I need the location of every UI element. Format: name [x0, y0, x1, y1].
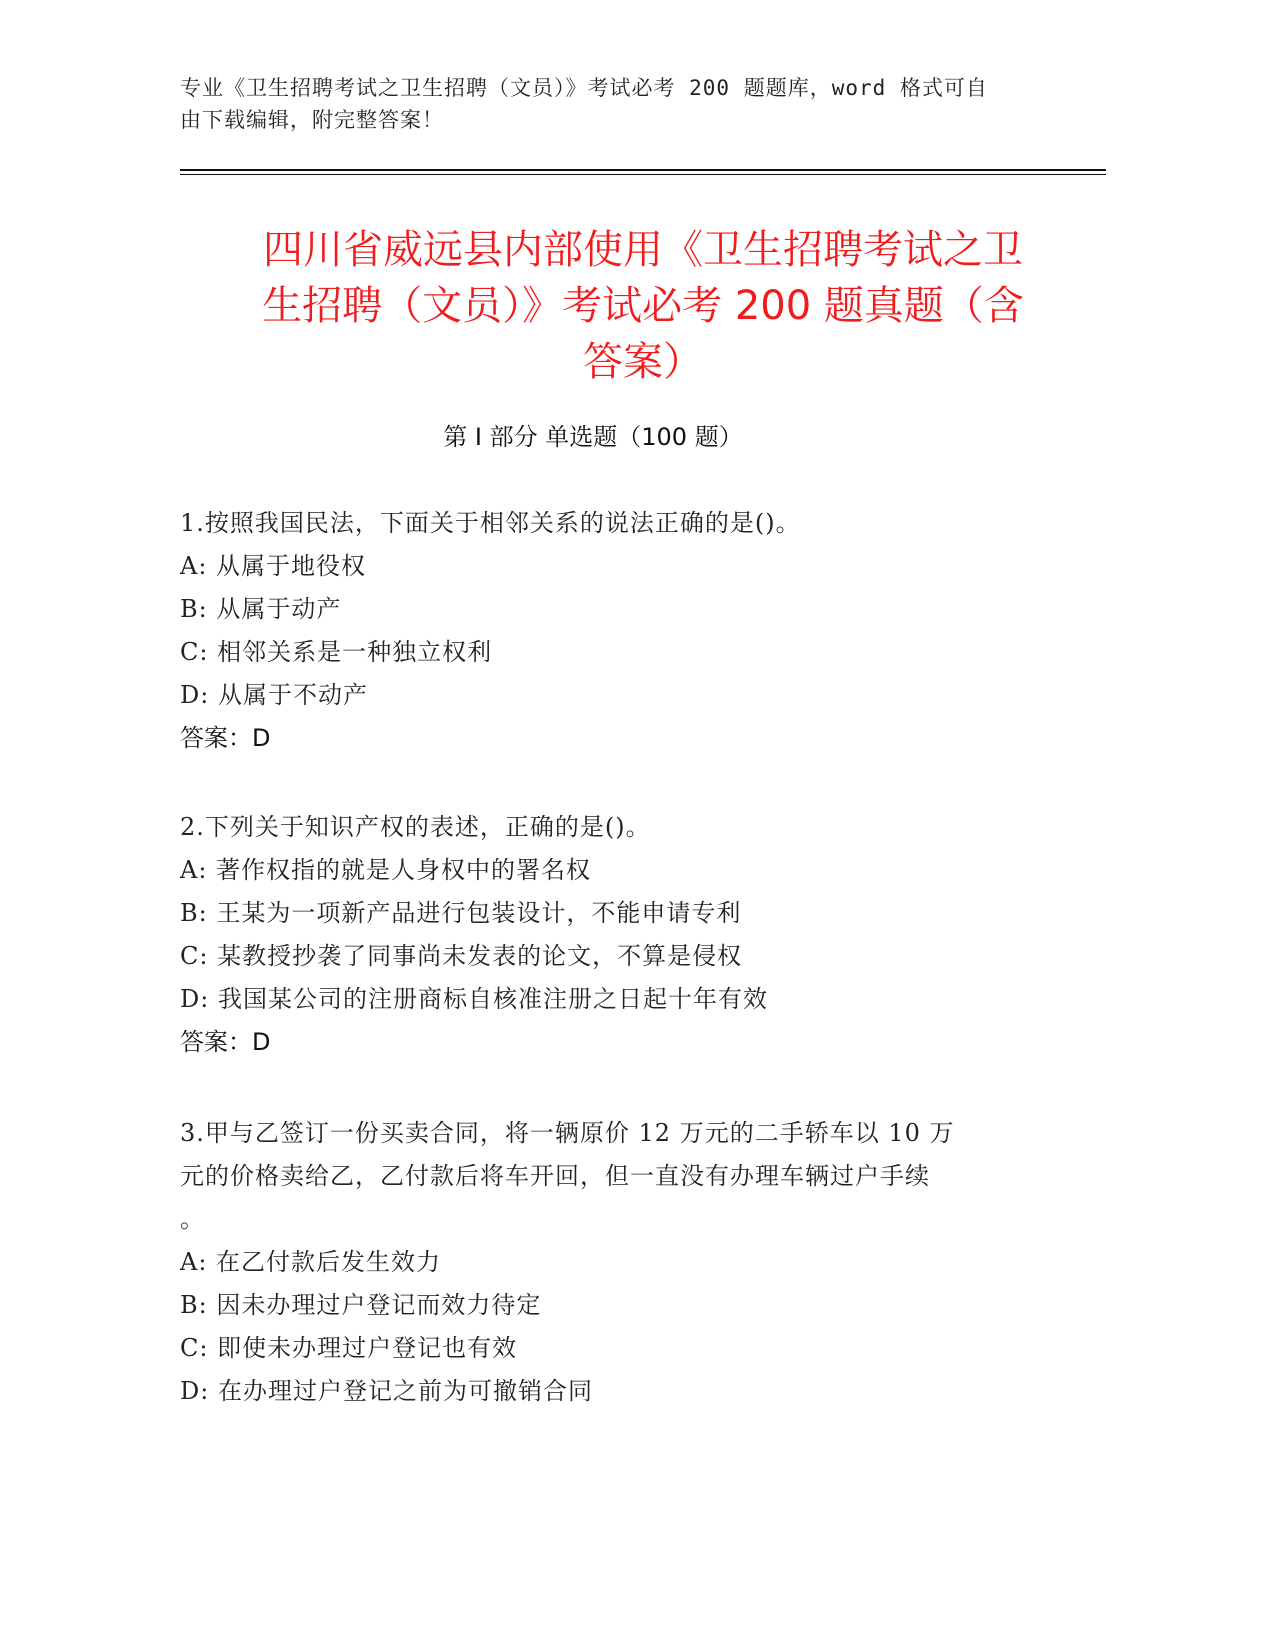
header-divider	[180, 169, 1106, 171]
question-3	[180, 1112, 1040, 1413]
intro-text	[180, 72, 1040, 136]
intro-line: 由下载编辑，附完整答案！	[180, 108, 444, 132]
option-c: C: 相邻关系是一种独立权利	[180, 638, 493, 666]
question-stem-line: 3.甲与乙签订一份买卖合同，将一辆原价 12 万元的二手轿车以 10 万	[180, 1119, 955, 1147]
question-stem-line: 。	[180, 1205, 205, 1233]
section-heading: 第 I 部分 单选题（100 题）	[443, 423, 743, 451]
question-2	[180, 806, 1040, 1064]
option-d: D: 我国某公司的注册商标自核准注册之日起十年有效	[180, 985, 768, 1013]
option-c: C: 即使未办理过户登记也有效	[180, 1334, 518, 1362]
question-1	[180, 502, 1040, 760]
option-c: C: 某教授抄袭了同事尚未发表的论文，不算是侵权	[180, 942, 743, 970]
option-b: B: 因未办理过户登记而效力待定	[180, 1291, 542, 1319]
option-a: A: 著作权指的就是人身权中的署名权	[180, 856, 592, 884]
header-divider-thin	[180, 174, 1106, 175]
answer-text: 答案：D	[180, 724, 271, 752]
title-line: 生招聘（文员）》考试必考 200 题真题（含	[262, 283, 1024, 329]
option-b: B: 王某为一项新产品进行包装设计，不能申请专利	[180, 899, 742, 927]
option-a: A: 在乙付款后发生效力	[180, 1248, 442, 1276]
question-stem: 2.下列关于知识产权的表述，正确的是()。	[180, 813, 651, 841]
document-title	[180, 222, 1106, 390]
title-line: 四川省威远县内部使用《卫生招聘考试之卫	[263, 227, 1023, 273]
intro-line: 专业《卫生招聘考试之卫生招聘（文员）》考试必考 200 题题库，word 格式可自	[180, 76, 988, 100]
option-d: D: 从属于不动产	[180, 681, 368, 709]
title-line: 答案）	[583, 339, 703, 385]
answer-text: 答案：D	[180, 1028, 271, 1056]
option-d: D: 在办理过户登记之前为可撤销合同	[180, 1377, 593, 1405]
option-b: B: 从属于动产	[180, 595, 342, 623]
question-stem: 1.按照我国民法，下面关于相邻关系的说法正确的是()。	[180, 509, 801, 537]
question-stem-line: 元的价格卖给乙，乙付款后将车开回，但一直没有办理车辆过户手续	[180, 1162, 930, 1190]
option-a: A: 从属于地役权	[180, 552, 367, 580]
